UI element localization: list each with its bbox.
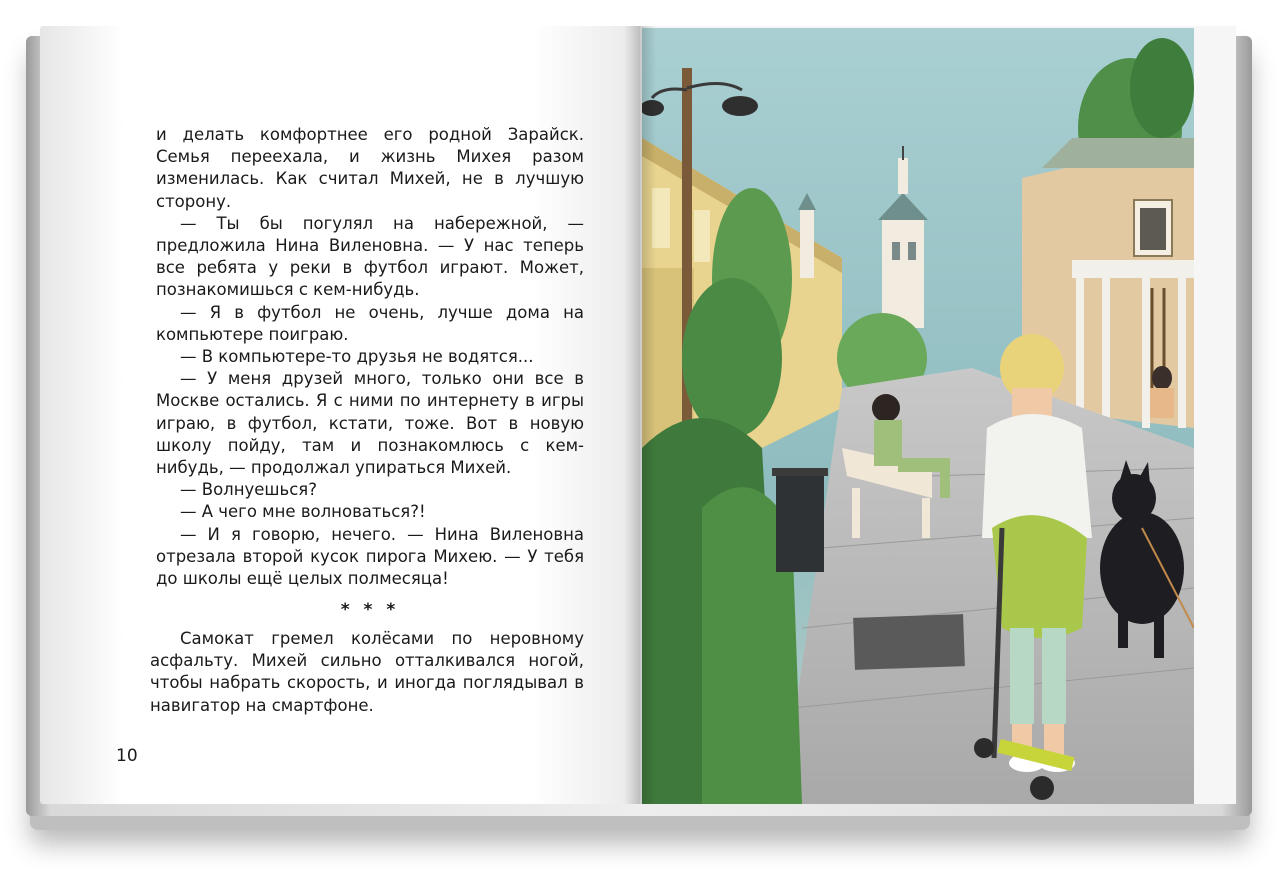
paragraph: и делать комфортнее его родной Зарайск. Семья переехала, и жизнь Михея разом изменилась. Как считал Михей, не в лучшую сторону. bbox=[156, 125, 584, 211]
book-gutter bbox=[624, 26, 656, 804]
paragraph: — Ты бы погулял на набережной, — предложила Нина Виленовна. — У нас теперь все ребята у реки в футбол играют. Может, познакомишься с кем-нибудь. bbox=[156, 213, 584, 300]
section-separator: * * * bbox=[340, 600, 400, 620]
paragraph: Самокат гремел колёсами по неровному асфальту. Михей сильно отталкивался ногой, чтобы набрать скорость, и иногда поглядывал в навигатор на смартфоне. bbox=[150, 629, 584, 715]
closing-text bbox=[150, 628, 584, 717]
paragraph: — У меня друзей много, только они все в Москве остались. Я с ними по интернету в игры играю, в футбол, кстати, тоже. Вот в новую школу пойду, там и познакомлюсь с кем-нибудь, — продолжал упираться Михей. bbox=[156, 369, 584, 478]
left-page-text bbox=[156, 124, 584, 590]
page-number: 10 bbox=[116, 746, 138, 766]
paragraph: — А чего мне волноваться?! bbox=[180, 502, 426, 522]
paragraph: — Волнуешься? bbox=[180, 480, 317, 500]
street-scene-illustration bbox=[642, 28, 1194, 804]
paragraph: — И я говорю, нечего. — Нина Виленовна отрезала второй кусок пирога Михею. — У тебя до школы ещё целых полмесяца! bbox=[156, 524, 584, 589]
paragraph: — Я в футбол не очень, лучше дома на компьютере поиграю. bbox=[156, 302, 584, 344]
paragraph: — В компьютере-то друзья не водятся... bbox=[180, 347, 534, 367]
